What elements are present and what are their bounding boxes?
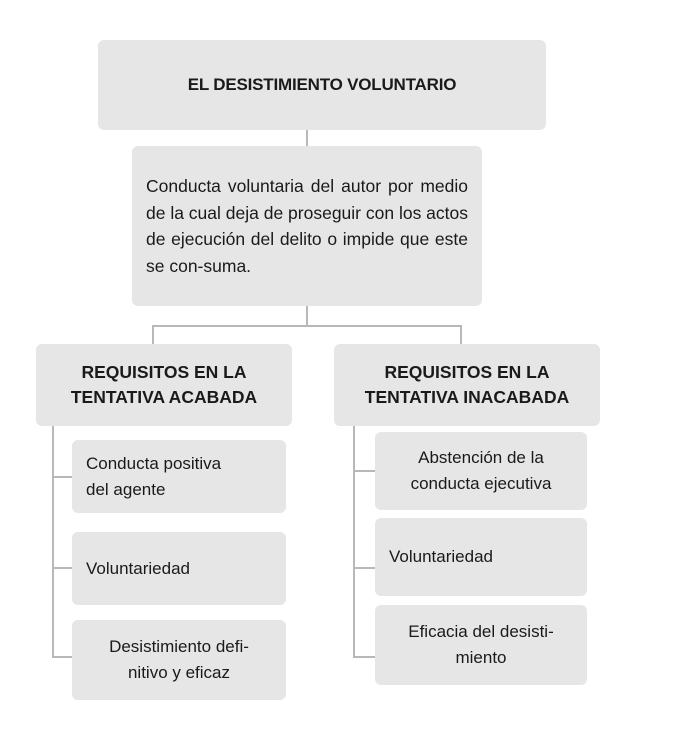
connector-desc-down <box>306 306 308 326</box>
left-tick-3 <box>52 656 72 658</box>
left-tick-1 <box>52 476 72 478</box>
left-branch-heading: REQUISITOS EN LA TENTATIVA ACABADA <box>70 362 258 407</box>
right-branch-heading: REQUISITOS EN LA TENTATIVA INACABADA <box>364 362 570 407</box>
definition-text: Conducta voluntaria del autor por medio de la cual deja de proseguir con los actos de ejecución del delito o impide que este se con-suma. <box>146 176 469 276</box>
right-item-2: Voluntariedad <box>389 547 493 566</box>
right-spine <box>353 426 355 657</box>
right-tick-2 <box>353 567 375 569</box>
left-item-2: Voluntariedad <box>86 558 190 578</box>
left-spine <box>52 426 54 657</box>
right-item-3-box <box>375 605 587 685</box>
right-tick-3 <box>353 656 375 658</box>
right-item-1: Abstención de la conducta ejecutiva <box>410 448 552 493</box>
left-branch-heading-box <box>36 344 292 426</box>
left-tick-2 <box>52 567 72 569</box>
right-tick-1 <box>353 470 375 472</box>
right-branch-heading-box <box>334 344 600 426</box>
definition-box <box>132 146 482 306</box>
right-item-1-box <box>375 432 587 510</box>
connector-title-desc <box>306 130 308 146</box>
left-item-3: Desistimiento defi- nitivo y eficaz <box>109 637 249 682</box>
left-item-2-box <box>72 532 286 605</box>
right-item-2-box <box>375 518 587 596</box>
right-item-3: Eficacia del desisti- miento <box>408 622 554 667</box>
left-item-1-box <box>72 440 286 513</box>
diagram-title-box <box>98 40 546 130</box>
connector-horizontal <box>152 325 461 327</box>
left-item-1: Conducta positiva del agente <box>86 453 222 499</box>
left-item-3-box <box>72 620 286 700</box>
connector-left-drop <box>152 325 154 344</box>
connector-right-drop <box>460 325 462 344</box>
diagram-title: EL DESISTIMIENTO VOLUNTARIO <box>187 75 457 94</box>
